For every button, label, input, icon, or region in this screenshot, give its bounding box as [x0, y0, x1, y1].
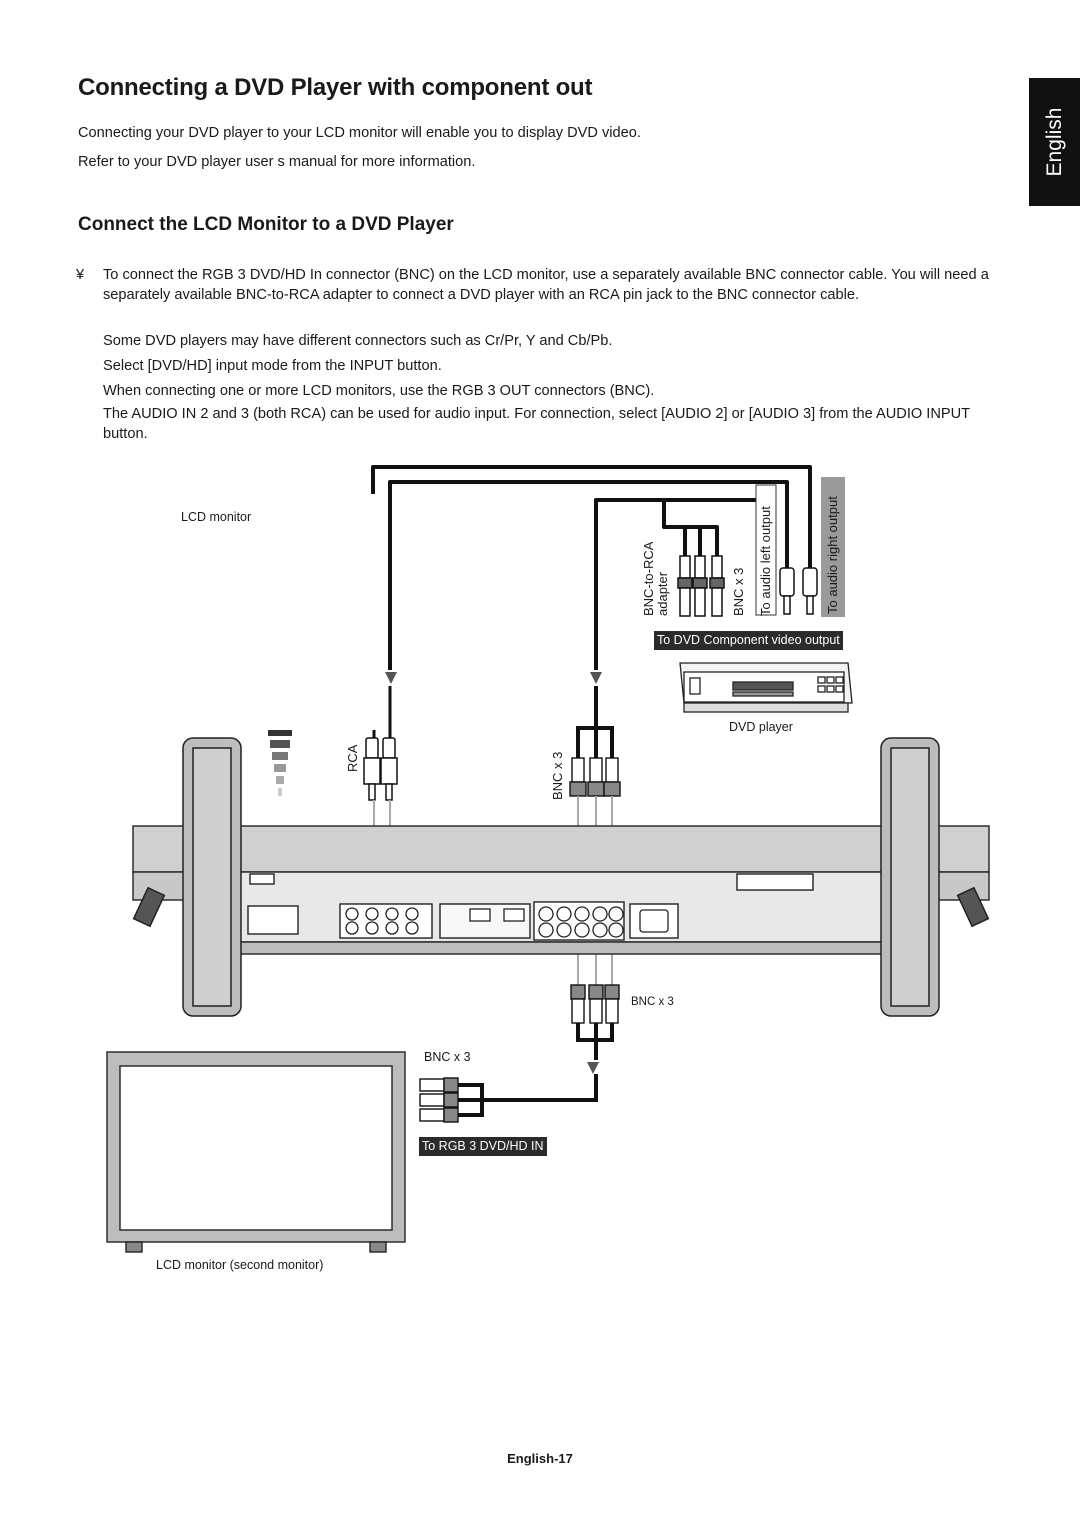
note-rgb3-out: When connecting one or more LCD monitors, use the RGB 3 OUT connectors (BNC). [103, 383, 655, 399]
label-bnc-x3-top: BNC x 3 [731, 567, 746, 616]
bullet-mark: ¥ [76, 267, 85, 283]
page-number: English-17 [507, 1451, 573, 1466]
label-rca: RCA [345, 744, 360, 772]
label-dvd-player: DVD player [729, 720, 793, 734]
label-second-monitor: LCD monitor (second monitor) [156, 1258, 324, 1272]
second-monitor-illustration [107, 1052, 405, 1252]
label-bnc-x3-mid: BNC x 3 [550, 751, 565, 800]
language-tab-label: English [1042, 107, 1066, 177]
signal-graphic [268, 730, 292, 796]
label-bnc-x3-bottom: BNC x 3 [424, 1050, 471, 1064]
bnc-to-rca-adapters [678, 556, 724, 616]
dvd-player-illustration [680, 663, 852, 712]
label-lcd-monitor: LCD monitor [181, 510, 252, 524]
label-bnc-x3-lower: BNC x 3 [631, 996, 674, 1008]
badge-dvd-component-output: To DVD Component video output [654, 631, 843, 650]
note-input-mode: Select [DVD/HD] input mode from the INPUT button. [103, 358, 442, 374]
label-adapter: adapter [655, 571, 670, 616]
note-audio-in: The AUDIO IN 2 and 3 (both RCA) can be used for audio input. For connection, select [AUDIO 2] or [AUDIO 3] from the AUDIO INPUT button. [103, 406, 970, 442]
page-title: Connecting a DVD Player with component out [78, 74, 593, 101]
note-connectors: Some DVD players may have different connectors such as Cr/Pr, Y and Cb/Pb. [103, 333, 613, 349]
label-audio-right: To audio right output [825, 496, 840, 614]
intro-line-1: Connecting your DVD player to your LCD monitor will enable you to display DVD video. [78, 125, 641, 141]
label-audio-left: To audio left output [758, 506, 773, 616]
badge-rgb3-in: To RGB 3 DVD/HD IN [419, 1137, 547, 1156]
section-title: Connect the LCD Monitor to a DVD Player [78, 214, 454, 235]
bullet-text: To connect the RGB 3 DVD/HD In connector (BNC) on the LCD monitor, use a separately available BNC connector cable. You will need a separately available BNC-to-RCA adapter to connect a DVD player with an RCA pin jack to the BNC connector cable. [103, 267, 989, 303]
intro-line-2: Refer to your DVD player user s manual for more information. [78, 154, 476, 170]
label-bnc-to-rca: BNC-to-RCA [641, 541, 656, 616]
